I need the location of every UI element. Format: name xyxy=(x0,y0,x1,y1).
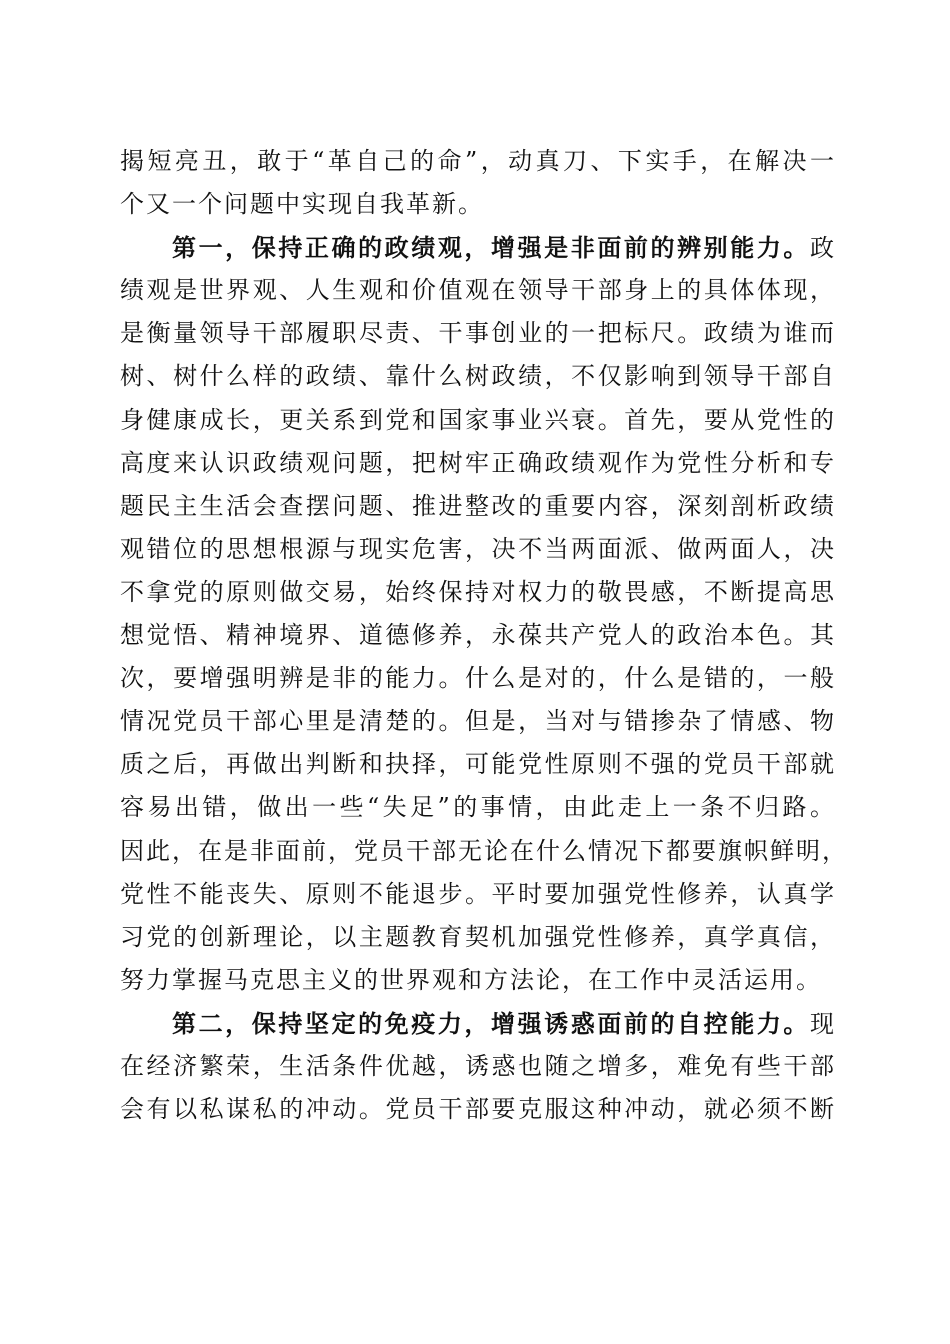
text-line: 高度来认识政绩观问题，把树牢正确政绩观作为党性分析和专 xyxy=(120,448,836,477)
text-fragment: 政 xyxy=(810,234,836,263)
text-line: 不拿党的原则做交易，始终保持对权力的敬畏感，不断提高思 xyxy=(120,577,836,606)
text-line: 努力掌握马克思主义的世界观和方法论，在工作中灵活运用。 xyxy=(120,965,822,994)
text-line: 在经济繁荣，生活条件优越，诱惑也随之增多，难免有些干部 xyxy=(120,1051,836,1080)
section-heading: 第二，保持坚定的免疫力，增强诱惑面前的自控能力。 xyxy=(172,1008,810,1038)
text-line: 是衡量领导干部履职尽责、干事创业的一把标尺。政绩为谁而 xyxy=(120,319,836,348)
text-line: 容易出错，做出一些“失足”的事情，由此走上一条不归路。 xyxy=(120,793,836,822)
text-line: 因此，在是非面前，党员干部无论在什么情况下都要旗帜鲜明， xyxy=(120,836,848,865)
text-line: 绩观是世界观、人生观和价值观在领导干部身上的具体体现， xyxy=(120,276,836,305)
section-heading: 第一，保持正确的政绩观，增强是非面前的辨别能力。 xyxy=(172,233,810,263)
text-line: 个又一个问题中实现自我革新。 xyxy=(120,190,484,219)
text-line: 树、树什么样的政绩、靠什么树政绩，不仅影响到领导干部自 xyxy=(120,362,836,391)
text-line: 想觉悟、精神境界、道德修养，永葆共产党人的政治本色。其 xyxy=(120,621,836,650)
text-line: 身健康成长，更关系到党和国家事业兴衰。首先，要从党性的 xyxy=(120,405,836,434)
text-line: 会有以私谋私的冲动。党员干部要克服这种冲动，就必须不断 xyxy=(120,1095,836,1124)
text-line: 题民主生活会查摆问题、推进整改的重要内容，深刻剖析政绩 xyxy=(120,491,836,520)
text-line: 质之后，再做出判断和抉择，可能党性原则不强的党员干部就 xyxy=(120,750,836,779)
document-body xyxy=(120,140,848,1131)
text-line: 次，要增强明辨是非的能力。什么是对的，什么是错的，一般 xyxy=(120,664,836,693)
text-line: 揭短亮丑，敢于“革自己的命”，动真刀、下实手，在解决一 xyxy=(120,147,836,175)
section-heading-line xyxy=(120,1002,836,1045)
section-heading-line xyxy=(120,226,836,269)
text-fragment: 现 xyxy=(810,1009,836,1038)
text-line: 习党的创新理论，以主题教育契机加强党性修养，真学真信， xyxy=(120,922,836,951)
text-line: 观错位的思想根源与现实危害，决不当两面派、做两面人，决 xyxy=(120,534,836,563)
text-line: 情况党员干部心里是清楚的。但是，当对与错掺杂了情感、物 xyxy=(120,707,836,736)
text-line: 党性不能丧失、原则不能退步。平时要加强党性修养，认真学 xyxy=(120,879,836,908)
